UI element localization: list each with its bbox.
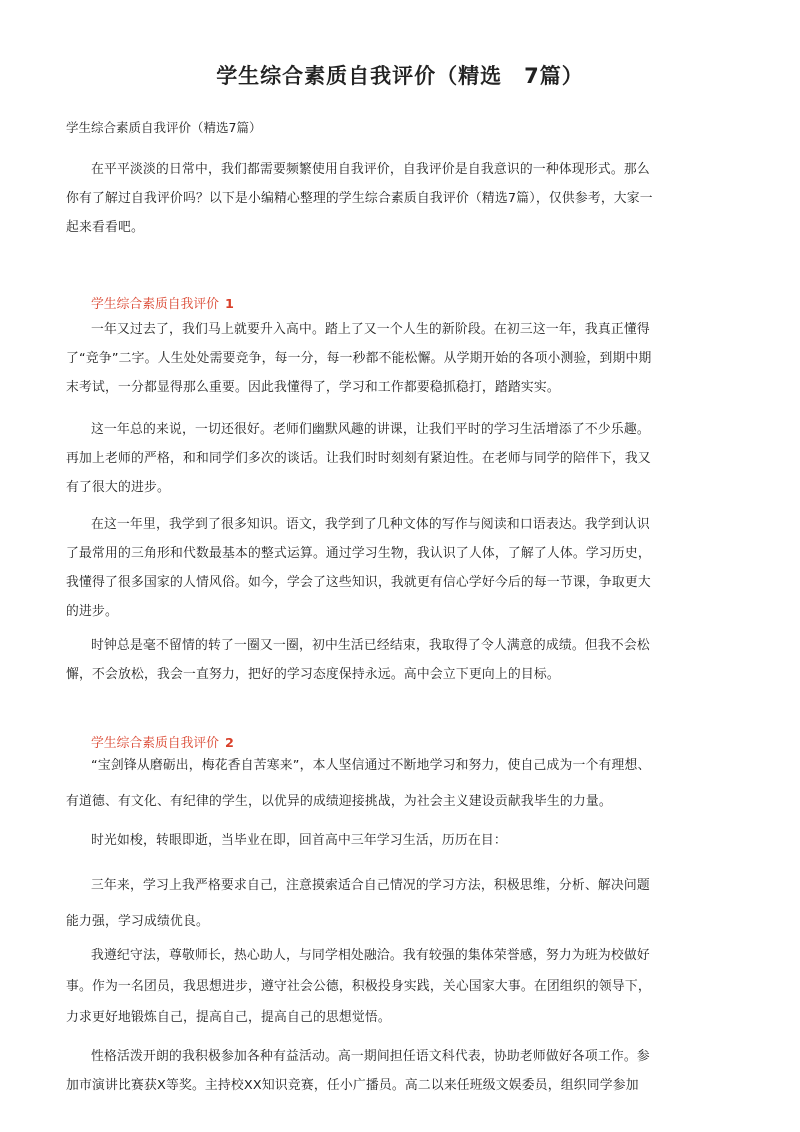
section-2-paragraph-5: 性格活泼开朗的我积极参加各种有益活动。高一期间担任语文科代表，协助老师做好各项工作。参加市演讲比赛获X等奖。主持校XX知识竞赛，任小广播员。高二以来任班级文娱委员，组织同学参加: [66, 1049, 650, 1093]
section-1-paragraph-3: 在这一年里，我学到了很多知识。语文，我学到了几种文体的写作与阅读和口语表达。我学到认识了最常用的三角形和代数最基本的整式运算。通过学习生物，我认识了人体，了解了人体。学习历史，我懂得了很多国家的人情风俗。如今，学会了这些知识，我就更有信心学好今后的每一节课，争取更大的进步。: [66, 517, 651, 619]
intro-paragraph: 在平平淡淡的日常中，我们都需要频繁使用自我评价，自我评价是自我意识的一种体现形式。那么你有了解过自我评价吗？以下是小编精心整理的学生综合素质自我评价（精选7篇），仅供参考，大家一起来看看吧。: [66, 162, 653, 235]
section-heading-text: 学生综合素质自我评价: [91, 297, 219, 312]
section-1-paragraph-2: 这一年总的来说，一切还很好。老师们幽默风趣的讲课，让我们平时的学习生活增添了不少乐趣。再加上老师的严格，和和同学们多次的谈话。让我们时时刻刻有紧迫性。在老师与同学的陪伴下，我又有了很大的进步。: [66, 422, 651, 495]
section-2-paragraph-2: 时光如梭，转眼即逝，当毕业在即，回首高中三年学习生活，历历在目：: [91, 833, 507, 848]
section-1-paragraph-4: 时钟总是毫不留情的转了一圈又一圈，初中生活已经结束，我取得了令人满意的成绩。但我不会松懈，不会放松，我会一直努力，把好的学习态度保持永远。高中会立下更向上的目标。: [66, 638, 650, 682]
section-2-paragraph-4: 我遵纪守法，尊敬师长，热心助人，与同学相处融洽。我有较强的集体荣誉感，努力为班为校做好事。作为一名团员，我思想进步，遵守社会公德，积极投身实践，关心国家大事。在团组织的领导下，力求更好地锻炼自己，提高自己，提高自己的思想觉悟。: [66, 948, 651, 1025]
section-1-paragraph-1: 一年又过去了，我们马上就要升入高中。踏上了又一个人生的新阶段。在初三这一年，我真正懂得了“竞争”二字。人生处处需要竞争，每一分，每一秒都不能松懈。从学期开始的各项小测验，到期中期末考试，一分都显得那么重要。因此我懂得了，学习和工作都要稳抓稳打，踏踏实实。: [66, 322, 652, 395]
section-1-heading: [91, 293, 234, 312]
document-title: 学生综合素质自我评价（精选 7篇）: [216, 64, 584, 88]
section-heading-text: 学生综合素质自我评价: [91, 736, 219, 751]
document-subtitle: 学生综合素质自我评价（精选7篇）: [66, 120, 262, 135]
section-heading-number: 2: [224, 736, 234, 751]
section-heading-number: 1: [224, 297, 234, 312]
section-2-paragraph-3: 三年来，学习上我严格要求自己，注意摸索适合自己情况的学习方法，积极思维，分析、解决问题能力强，学习成绩优良。: [66, 878, 650, 929]
section-2-paragraph-1: “宝剑锋从磨砺出，梅花香自苦寒来”，本人坚信通过不断地学习和努力，使自己成为一个有理想、有道德、有文化、有纪律的学生，以优异的成绩迎接挑战，为社会主义建设贡献我毕生的力量。: [66, 758, 651, 809]
